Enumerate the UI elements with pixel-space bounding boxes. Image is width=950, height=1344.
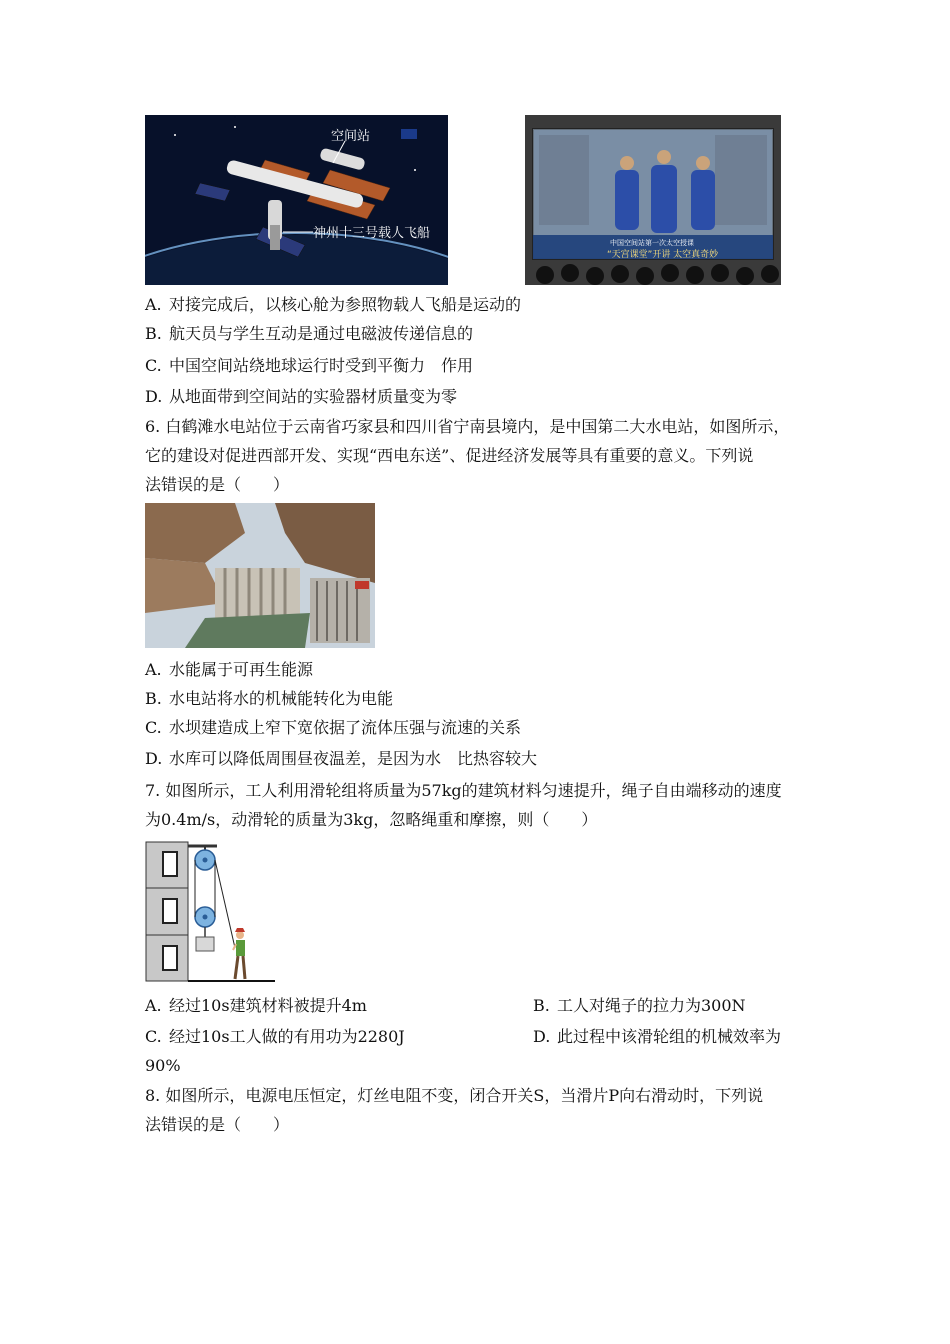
- q5-option-c: C. 中国空间站绕地球运行时受到平衡力 作用: [145, 356, 474, 375]
- q6-option-c: C. 水坝建造成上窄下宽依据了流体压强与流速的关系: [145, 718, 522, 737]
- q7-option-b: B. 工人对绳子的拉力为300N: [533, 996, 746, 1015]
- q7-stem-line1: 7. 如图所示，工人利用滑轮组将质量为57kg的建筑材料匀速提升，绳子自由端移动的速度: [145, 781, 782, 800]
- space-station-image: [145, 115, 448, 285]
- q6-stem-line2: 它的建设对促进西部开发、实现“西电东送”、促进经济发展等具有重要的意义。下列说: [145, 446, 754, 465]
- q5-option-d: D. 从地面带到空间站的实验器材质量变为零: [145, 387, 458, 406]
- q7-option-d-continuation: 90%: [145, 1056, 181, 1075]
- dam-figure: [145, 503, 375, 648]
- pulley-diagram: [145, 840, 280, 985]
- q6-stem-line3: 法错误的是（ ）: [145, 475, 290, 494]
- q5-option-a: A. 对接完成后，以核心舱为参照物载人飞船是运动的: [145, 295, 522, 314]
- classroom-figure: [525, 115, 781, 285]
- space-station-figure: [145, 115, 448, 285]
- q7-stem-line2: 为0.4m/s，动滑轮的质量为3kg，忽略绳重和摩擦，则（ ）: [145, 810, 598, 829]
- q6-option-b: B. 水电站将水的机械能转化为电能: [145, 689, 394, 708]
- q8-stem-line1: 8. 如图所示，电源电压恒定，灯丝电阻不变，闭合开关S，当滑片P向右滑动时，下列说: [145, 1086, 764, 1105]
- q5-option-b: B. 航天员与学生互动是通过电磁波传递信息的: [145, 324, 474, 343]
- q6-stem-line1: 6. 白鹤滩水电站位于云南省巧家县和四川省宁南县境内，是中国第二大水电站，如图所示，: [145, 417, 790, 436]
- q7-option-a: A. 经过10s建筑材料被提升4m: [145, 996, 367, 1015]
- q8-stem-line2: 法错误的是（ ）: [145, 1115, 290, 1134]
- q7-option-d: D. 此过程中该滑轮组的机械效率为: [533, 1027, 782, 1046]
- screen-caption-top: 中国空间站第一次太空授课: [610, 239, 694, 247]
- screen-caption-main: “天宫课堂”开讲 太空真奇妙: [607, 250, 719, 260]
- q6-option-a: A. 水能属于可再生能源: [145, 660, 314, 679]
- dam-image: [145, 503, 375, 648]
- q7-option-c: C. 经过10s工人做的有用功为2280J: [145, 1027, 405, 1046]
- q6-option-d: D. 水库可以降低周围昼夜温差，是因为水 比热容较大: [145, 749, 538, 768]
- label-shenzhou-ship: 神州十三号载人飞船: [313, 226, 431, 241]
- label-space-station: 空间站: [331, 129, 371, 144]
- pulley-figure: [145, 840, 280, 985]
